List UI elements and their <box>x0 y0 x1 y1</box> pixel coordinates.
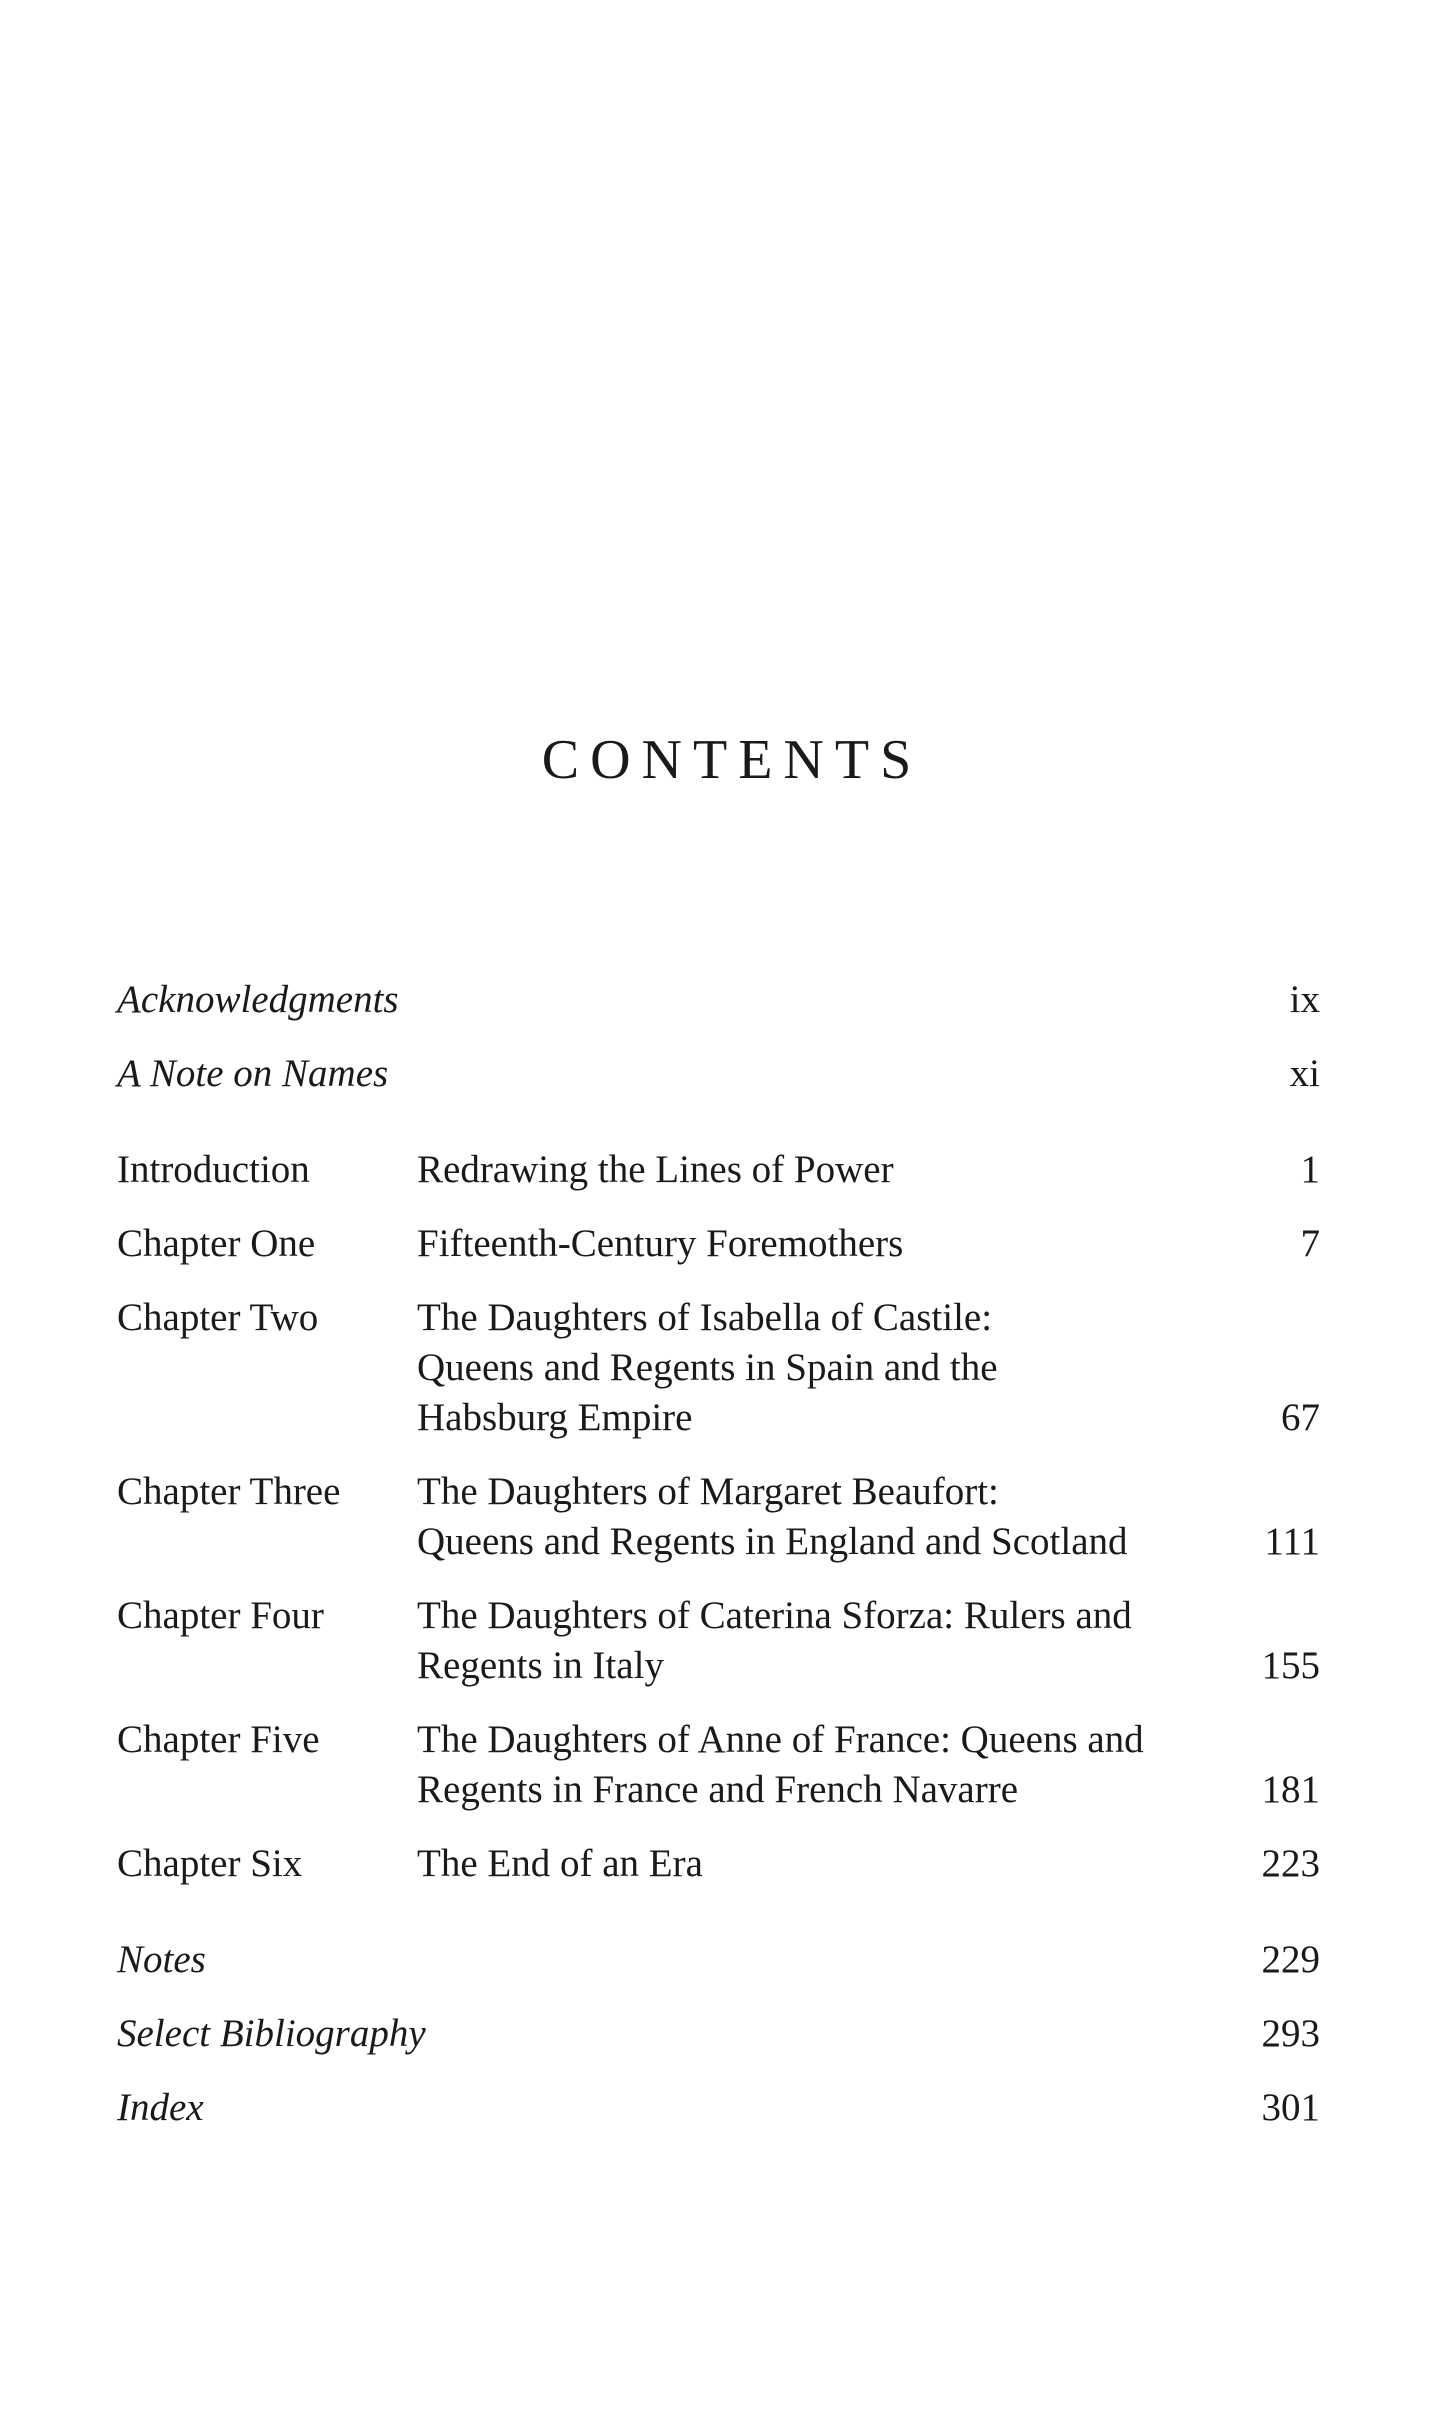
toc-entry-label: Notes <box>117 1938 206 1981</box>
toc-title-line: Fifteenth-Century Foremothers <box>417 1222 904 1265</box>
table-of-contents <box>117 975 1320 2157</box>
toc-chapter-label: Chapter Two <box>117 1296 319 1339</box>
toc-entry-chapter-four[interactable] <box>117 1591 1320 1691</box>
toc-page-number: 1 <box>1300 1148 1320 1191</box>
toc-title-line: Habsburg Empire <box>417 1396 693 1439</box>
toc-page-number: 7 <box>1300 1222 1320 1265</box>
toc-chapter-title <box>417 1591 1220 1691</box>
toc-title-line: The End of an Era <box>417 1842 703 1885</box>
toc-chapter-title <box>417 1715 1220 1815</box>
toc-chapter-label: Introduction <box>117 1148 310 1191</box>
toc-chapter-title <box>417 1293 1220 1443</box>
toc-entry-acknowledgments[interactable] <box>117 975 1320 1025</box>
toc-title-line: Regents in Italy <box>417 1644 664 1687</box>
toc-entry-chapter-three[interactable] <box>117 1467 1320 1567</box>
toc-title-line: The Daughters of Caterina Sforza: Rulers and <box>417 1594 1132 1637</box>
toc-page-number: 301 <box>1261 2086 1320 2129</box>
toc-entry-chapter-two[interactable] <box>117 1293 1320 1443</box>
toc-chapter-label: Chapter Four <box>117 1594 324 1637</box>
toc-page-number: xi <box>1289 1052 1320 1095</box>
toc-title-line: Queens and Regents in Spain and the <box>417 1346 998 1389</box>
toc-title-line: The Daughters of Isabella of Castile: <box>417 1296 993 1339</box>
toc-page-number: 181 <box>1261 1768 1320 1811</box>
toc-title-line: Queens and Regents in England and Scotland <box>417 1520 1128 1563</box>
toc-page-number: 67 <box>1281 1396 1320 1439</box>
toc-entry-select-bibliography[interactable] <box>117 2009 1320 2059</box>
toc-entry-notes[interactable] <box>117 1935 1320 1985</box>
toc-chapter-title <box>417 1219 1220 1269</box>
toc-chapter-label: Chapter Three <box>117 1470 341 1513</box>
toc-entry-label: Acknowledgments <box>117 978 399 1021</box>
toc-entry-index[interactable] <box>117 2083 1320 2133</box>
toc-title-line: Regents in France and French Navarre <box>417 1768 1019 1811</box>
page-title: CONTENTS <box>541 729 923 791</box>
toc-entry-label: Select Bibliography <box>117 2012 426 2055</box>
toc-page-number: 293 <box>1261 2012 1320 2055</box>
toc-page-number: 223 <box>1261 1842 1320 1885</box>
toc-entry-note-on-names[interactable] <box>117 1049 1320 1099</box>
toc-chapter-label: Chapter Six <box>117 1842 303 1885</box>
toc-title-line: The Daughters of Margaret Beaufort: <box>417 1470 999 1513</box>
toc-title-line: The Daughters of Anne of France: Queens and <box>417 1718 1144 1761</box>
toc-chapter-title <box>417 1145 1220 1195</box>
toc-chapter-title <box>417 1467 1220 1567</box>
toc-page-number: 111 <box>1264 1520 1320 1563</box>
toc-entry-label: A Note on Names <box>117 1052 389 1095</box>
toc-page-number: ix <box>1289 978 1320 1021</box>
toc-chapter-title <box>417 1839 1220 1889</box>
toc-chapter-label: Chapter Five <box>117 1718 320 1761</box>
toc-page-number: 229 <box>1261 1938 1320 1981</box>
toc-entry-label: Index <box>117 2086 204 2129</box>
toc-chapter-label: Chapter One <box>117 1222 316 1265</box>
toc-entry-chapter-five[interactable] <box>117 1715 1320 1815</box>
toc-title-line: Redrawing the Lines of Power <box>417 1148 894 1191</box>
toc-entry-chapter-one[interactable] <box>117 1219 1320 1269</box>
toc-entry-introduction[interactable] <box>117 1145 1320 1195</box>
toc-page-number: 155 <box>1261 1644 1320 1687</box>
toc-entry-chapter-six[interactable] <box>117 1839 1320 1889</box>
